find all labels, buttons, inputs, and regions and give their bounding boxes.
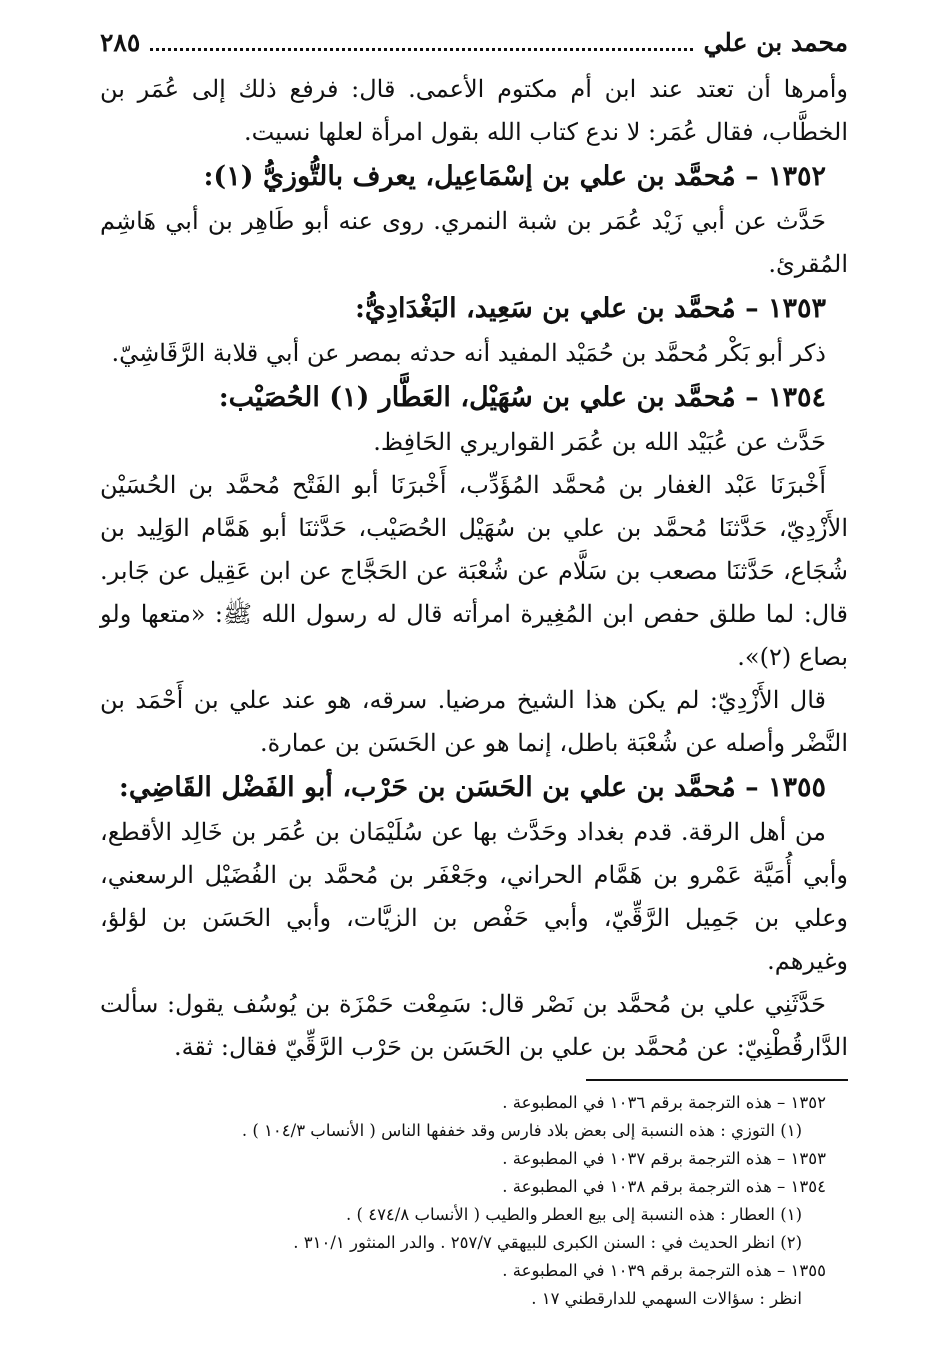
footnote-separator [586, 1079, 848, 1081]
entry-text-1355-b: حَدَّثَنِي علي بن مُحمَّد بن نَصْر قال: سَمِعْت حَمْزَة بن يُوسُف يقول: سألت الدَّارقُطْنِيّ: عن مُحمَّد بن علي بن الحَسَن بن حَرْب الرَّقِّيّ فقال: ثقة. [100, 990, 848, 1061]
page-number: ٢٨٥ [100, 28, 141, 57]
entry-text-1354-b: أَخْبرَنَا عَبْد الغفار بن مُحمَّد المُؤَدِّب، أَخْبرَنَا أبو الفَتْح مُحمَّد بن الحُسَيْن الأَزْدِيّ، حَدَّثنَا مُحمَّد بن علي بن سُهَيْل الحُصَيْب، حَدَّثنَا أبو هَمَّام الوَلِيد بن شُجَاع، حَدَّثنَا مصعب بن سَلَّام عن شُعْبَة عن الحَجَّاج عن ابن عَقِيل عن جَابر. قال: لما طلق حفص ابن المُغِيرة امرأته قال له رسول الله ﷺ: «متعها ولو بصاع (٢)». [100, 471, 848, 671]
footnote-1353: ١٣٥٣ – هذه الترجمة برقم ١٠٣٧ في المطبوعة . [502, 1149, 826, 1168]
running-header [100, 28, 848, 68]
book-page [100, 28, 848, 1313]
entry-text-1354-c: قال الأَزْدِيّ: لم يكن هذا الشيخ مرضيا. سرقه، هو عند علي بن أَحْمَد بن النَّضْر وأصله عن شُعْبَة باطل، إنما هو عن الحَسَن بن عمارة. [100, 686, 848, 757]
footnote-1352: ١٣٥٢ – هذه الترجمة برقم ١٠٣٦ في المطبوعة . [502, 1093, 826, 1112]
footnotes [100, 1089, 848, 1313]
header-title: محمد بن علي [703, 28, 848, 57]
paragraph-continuation: وأمرها أن تعتد عند ابن أم مكتوم الأعمى. قال: فرفع ذلك إلى عُمَر بن الخطَّاب، فقال عُمَر: لا ندع كتاب الله بقول امرأة لعلها نسيت. [100, 75, 848, 146]
footnote-1355: ١٣٥٥ – هذه الترجمة برقم ١٠٣٩ في المطبوعة . [502, 1261, 826, 1280]
entry-text-1352: حَدَّث عن أبي زَيْد عُمَر بن شبة النمري. روى عنه أبو طَاهِر بن أبي هَاشِم المُقرئ. [100, 207, 848, 278]
entry-heading-1352: ١٣٥٢ – مُحمَّد بن علي بن إسْمَاعِيل، يعرف بالتُّوزيُّ (١): [203, 161, 826, 192]
entry-text-1354-a: حَدَّث عن عُبَيْد الله بن عُمَر القواريري الحَافِظ. [373, 428, 826, 456]
footnote-1355-ref: انظر : سؤالات السهمي للدارقطني ١٧ . [531, 1289, 802, 1308]
header-dot-leader [150, 48, 693, 51]
entry-heading-1354: ١٣٥٤ – مُحمَّد بن علي بن سُهَيْل، العَطَّار (١) الحُصَيْب: [218, 382, 826, 413]
footnote-1354: ١٣٥٤ – هذه الترجمة برقم ١٠٣٨ في المطبوعة . [502, 1177, 826, 1196]
entry-heading-1353: ١٣٥٣ – مُحمَّد بن علي بن سَعِيد، البَغْدَادِيُّ: [354, 293, 826, 324]
footnote-1354-2: (٢) انظر الحديث في : السنن الكبرى للبيهقي ٢٥٧/٧ . والدر المنثور ٣١٠/١ . [293, 1233, 802, 1252]
entry-text-1355-a: من أهل الرقة. قدم بغداد وحَدَّث بها عن سُلَيْمَان بن عُمَر بن خَالِد الأقطع، وأبي أُمَيَّة عَمْرو بن هَمَّام الحراني، وجَعْفَر بن مُحمَّد بن الفُضَيْل الرسعني، وعلي بن جَمِيل الرَّقِّيّ، وأبي حَفْص بن الزيَّات، وأبي الحَسَن بن لؤلؤ، وغيرهم. [100, 818, 849, 975]
footnote-1354-1: (١) العطار : هذه النسبة إلى بيع العطر والطيب ( الأنساب ٤٧٤/٨ ) . [346, 1205, 802, 1224]
entry-heading-1355: ١٣٥٥ – مُحمَّد بن علي بن الحَسَن بن حَرْب، أبو الفَضْل القَاضِي: [118, 772, 826, 803]
footnote-1352-1: (١) التوزي : هذه النسبة إلى بعض بلاد فارس وقد خففها الناس ( الأنساب ١٠٤/٣ ) . [241, 1121, 802, 1140]
entry-text-1353: ذكر أبو بَكْر مُحمَّد بن حُمَيْد المفيد أنه حدثه بمصر عن أبي قلابة الرَّقَاشِيّ. [111, 339, 826, 367]
